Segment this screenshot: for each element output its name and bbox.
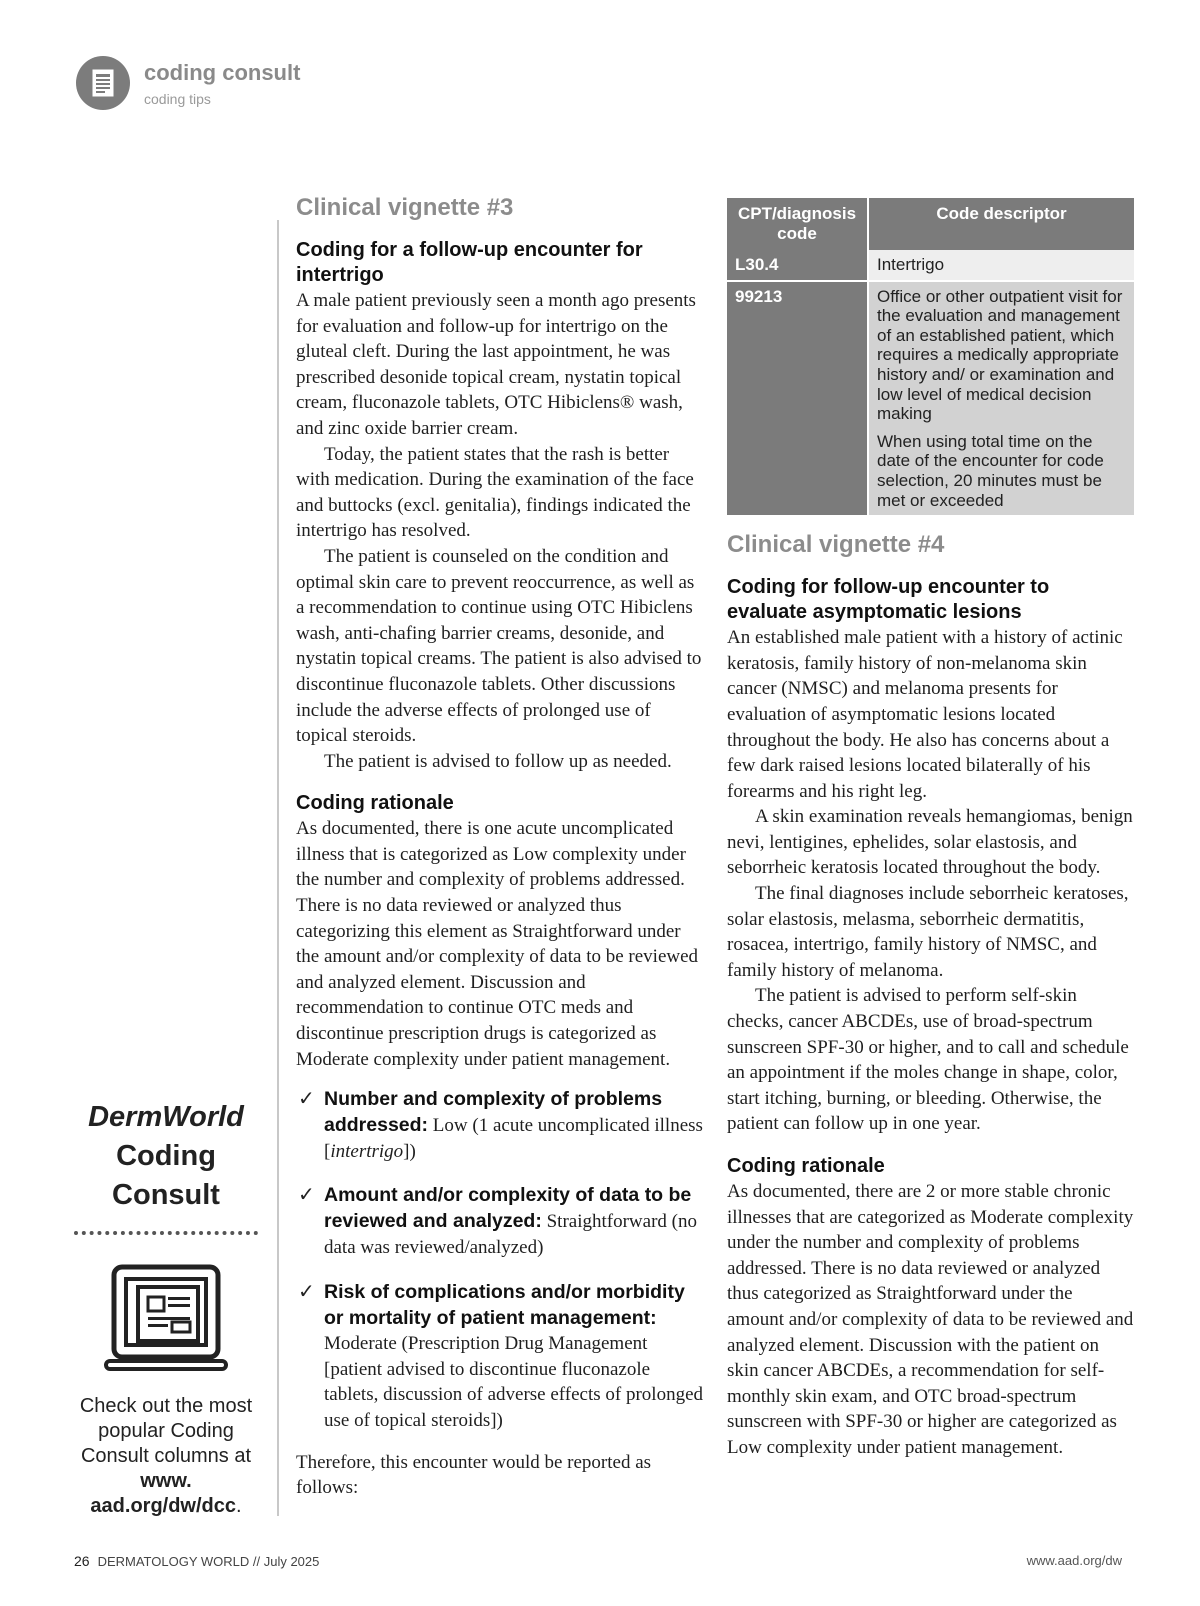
document-icon	[89, 68, 117, 98]
code-table	[727, 198, 1134, 515]
column-divider	[277, 220, 279, 1516]
vignette-3-paragraph-1: A male patient previously seen a month ago presents for evaluation and follow-up for intertrigo on the gluteal cleft. During the last appointment, he was prescribed desonide topical cream, nystatin topical cream, fluconazole tablets, OTC Hibiclens® wash, and zinc oxide barrier cream.	[296, 290, 696, 439]
rationale-checklist	[296, 1086, 706, 1433]
vignette-4-paragraph-1: An established male patient with a history of actinic keratosis, family history of non-melanoma skin cancer (NMSC) and melanoma presents for evaluation of asymptomatic lesions located throughout the body. He also has concerns about a few dark raised lesions located bilaterally of his forearms and his right leg.	[727, 627, 1123, 802]
vignette-4-paragraph-2: A skin examination reveals hemangiomas, benign nevi, lentigines, ephelides, solar elastosis, and seborrheic keratosis located throughout the body.	[727, 806, 1133, 879]
table-header-code: CPT/diagnosis code	[727, 198, 868, 250]
laptop-icon	[104, 1257, 228, 1381]
dotted-divider	[74, 1231, 258, 1235]
publication-name: DERMATOLOGY WORLD // July 2025	[97, 1554, 320, 1569]
checklist-item: ✓ Risk of complications and/or morbidity or mortality of patient management: Moderate (Prescription Drug Management [patient advised to discontinue fluconazole tablets, discussion of adverse effects of prolonged use of topical steroids])	[298, 1280, 704, 1431]
sidebar-link[interactable]: www. aad.org/dw/dcc	[90, 1470, 237, 1517]
table-cell-descriptor: Intertrigo	[868, 250, 1134, 281]
vignette-3-rationale-head: Coding rationale	[296, 792, 454, 815]
table-header-descriptor: Code descriptor	[868, 198, 1134, 250]
table-cell-code: 99213	[727, 281, 868, 516]
vignette-4-paragraph-3: The final diagnoses include seborrheic keratoses, solar elastosis, melasma, seborrheic dermatitis, rosacea, intertrigo, family history of NMSC, and family history of melanoma.	[727, 883, 1129, 981]
section-title: coding consult	[144, 60, 301, 85]
vignette-3-paragraph-2: Today, the patient states that the rash is better with medication. During the examination of the face and buttocks (excl. genitalia), findings indicated the intertrigo has resolved.	[296, 443, 694, 542]
checkmark-icon: ✓	[298, 1088, 315, 1111]
vignette-3-closing: Therefore, this encounter would be reported as follows:	[296, 1451, 652, 1499]
vignette-4-subhead: Coding for follow-up encounter to evaluate asymptomatic lesions	[727, 576, 1050, 624]
vignette-3-paragraph-4: The patient is advised to follow up as needed.	[324, 750, 672, 772]
checkmark-icon: ✓	[298, 1184, 315, 1207]
footer-left	[74, 1553, 319, 1569]
table-row	[727, 281, 1134, 516]
vignette-3-rationale: As documented, there is one acute uncomplicated illness that is categorized as Low complexity under the number and complexity of problems addressed. There is no data reviewed or analyzed thus categorizing this element as Straightforward under the amount and/or complexity of data to be reviewed and analyzed element. Discussion and recommendation to continue OTC meds and discontinue prescription drugs is categorized as Moderate complexity under patient management.	[296, 818, 699, 1070]
vignette-4-rationale-head: Coding rationale	[727, 1155, 885, 1177]
vignette-3	[296, 192, 706, 1501]
checklist-item: ✓ Number and complexity of problems addressed: Low (1 acute uncomplicated illness [intertrigo])	[298, 1088, 703, 1162]
right-column	[727, 198, 1134, 1461]
table-row	[727, 250, 1134, 281]
table-cell-descriptor: Office or other outpatient visit for the evaluation and management of an established patient, which requires a medically appropriate history and/ or examination and low level of medical decision making When using total time on the date of the encounter for code selection, 20 minutes must be met or exceeded	[868, 281, 1134, 516]
vignette-4-rationale: As documented, there are 2 or more stable chronic illnesses that are categorized as Moderate complexity under the number and complexity of problems addressed. There is no data reviewed or analyzed thus categorized as Straightforward under the amount and/or complexity of data to be reviewed and analyzed element. Discussion with the patient on skin cancer ABCDEs, a recommendation for self-monthly skin exam, and OTC broad-spectrum sunscreen with SPF-30 or higher are categorized as Low complexity under patient management.	[727, 1181, 1134, 1458]
sidebar-title: DermWorld Coding Consult	[88, 1101, 244, 1211]
vignette-3-title: Clinical vignette #3	[296, 194, 514, 221]
vignette-3-subhead: Coding for a follow-up encounter for intertrigo	[296, 239, 643, 286]
vignette-4-paragraph-4: The patient is advised to perform self-skin checks, cancer ABCDEs, use of broad-spectrum sunscreen SPF-30 or higher, and to call and schedule an appointment if the moles change in shape, color, start itching, burning, or bleeding. Otherwise, the patient can follow up in one year.	[727, 985, 1129, 1135]
footer-url[interactable]: www.aad.org/dw	[1026, 1553, 1122, 1568]
page-number: 26	[74, 1553, 90, 1569]
checklist-item: ✓ Amount and/or complexity of data to be reviewed and analyzed: Straightforward (no data was reviewed/analyzed)	[298, 1184, 697, 1258]
vignette-4-title: Clinical vignette #4	[727, 531, 945, 559]
sidebar-promo	[66, 1098, 266, 1519]
section-subtitle: coding tips	[144, 91, 211, 107]
checkmark-icon: ✓	[298, 1280, 315, 1303]
header-document-icon	[76, 56, 130, 110]
vignette-3-paragraph-3: The patient is counseled on the condition and optimal skin care to prevent reoccurrence, as well as a recommendation to continue using OTC Hibiclens wash, anti-chafing barrier creams, desonide, and nystatin topical creams. The patient is also advised to discontinue fluconazole tablets. Other discussions include the adverse effects of prolonged use of topical steroids.	[296, 545, 702, 747]
sidebar-text: Check out the most popular Coding Consult columns at www. aad.org/dw/dcc.	[79, 1395, 253, 1517]
table-cell-code: L30.4	[727, 250, 868, 281]
